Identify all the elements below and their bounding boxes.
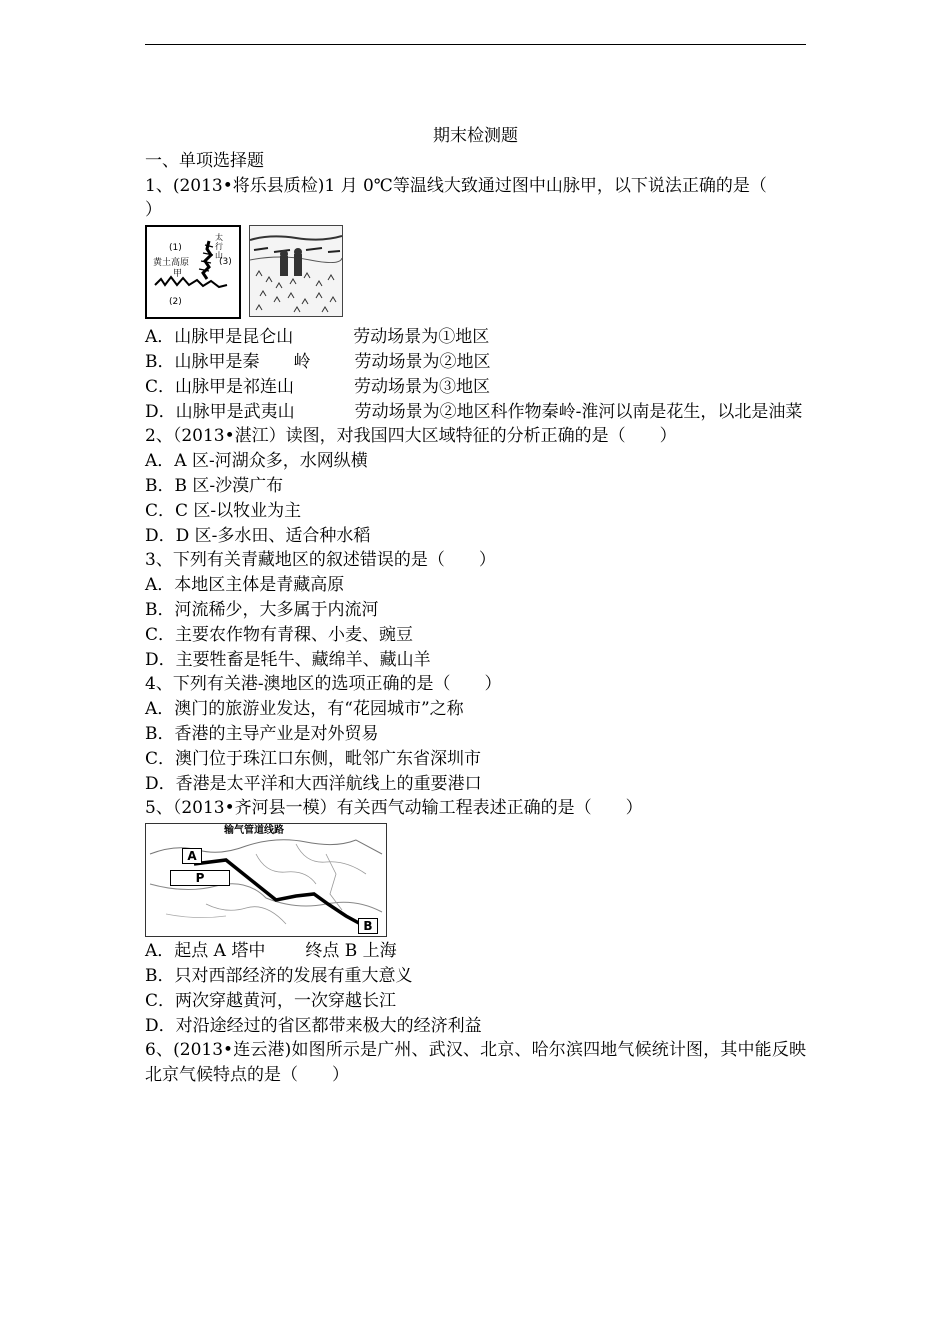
q1-jia-label: 甲 [173,269,183,280]
q4-option-c: C．澳门位于珠江口东侧，毗邻广东省深圳市 [145,748,482,769]
q5-map-title: 输气管道线路 [224,825,284,837]
q1-option-b: B．山脉甲是秦 岭 劳动场景为②地区 [145,351,491,372]
q6-stem: 6、(2013•连云港)如图所示是广州、武汉、北京、哈尔滨四地气候统计图，其中能反映北京气候特点的是（ ） [145,1040,806,1086]
q1-mountain-label: 太行山 [215,233,223,261]
q2-option-b: B．B 区-沙漠广布 [145,475,284,496]
q1-label-1: (1) [169,243,182,254]
q1-option-c: C．山脉甲是祁连山 劳动场景为③地区 [145,376,491,397]
q5-stem: 5、（2013•齐河县一模）有关西气动输工程表述正确的是（ ） [145,798,643,819]
q3-option-d: D．主要牲畜是牦牛、藏绵羊、藏山羊 [145,649,431,670]
q1-option-d: D．山脉甲是武夷山 劳动场景为②地区科作物秦岭-淮河以南是花生，以北是油菜 [145,401,803,422]
q1-labor-scene [249,225,343,317]
q4-option-d: D．香港是太平洋和大西洋航线上的重要港口 [145,773,482,794]
q5-option-d: D．对沿途经过的省区都带来极大的经济利益 [145,1015,482,1036]
document-body [145,124,806,1088]
q1-region-map [145,225,241,319]
q4-option-b: B．香港的主导产业是对外贸易 [145,723,379,744]
q3-stem: 3、下列有关青藏地区的叙述错误的是（ ） [145,550,496,571]
q5-label-b: B [358,918,378,934]
q4-option-a: A．澳门的旅游业发达，有“花园城市”之称 [145,699,464,720]
q1-stem-line1: 1、(2013•将乐县质检)1 月 0℃等温线大致通过图中山脉甲，以下说法正确的是（ [145,175,767,196]
q1-option-a: A．山脉甲是昆仑山 劳动场景为①地区 [145,327,490,348]
q4-stem: 4、下列有关港-澳地区的选项正确的是（ ） [145,674,502,695]
page-title: 期末检测题 [433,126,518,146]
q5-option-c: C．两次穿越黄河，一次穿越长江 [145,990,397,1011]
q2-option-c: C．C 区-以牧业为主 [145,500,302,521]
q2-option-d: D．D 区-多水田、适合种水稻 [145,525,371,546]
q5-option-a: A．起点 A 塔中 终点 B 上海 [145,941,397,962]
q3-option-a: A．本地区主体是青藏高原 [145,575,345,596]
section-heading: 一、单项选择题 [145,150,264,171]
q1-scene-drawing [250,226,342,316]
q1-label-2: (2) [169,297,182,308]
q1-map-drawing [147,227,239,317]
q5-label-p: P [170,870,230,886]
q1-stem-line2: ） [145,200,162,221]
q5-pipeline-map [145,823,387,937]
q3-option-b: B．河流稀少，大多属于内流河 [145,599,379,620]
q1-figures [145,225,806,323]
q2-option-a: A．A 区-河湖众多，水网纵横 [145,451,368,472]
q1-plateau-label: 黄土高原 [153,258,190,269]
header-rule [145,44,806,45]
q1-label-3: (3) [219,257,232,268]
q2-stem: 2、（2013•湛江）读图，对我国四大区域特征的分析正确的是（ ） [145,426,677,447]
q3-option-c: C．主要农作物有青稞、小麦、豌豆 [145,624,414,645]
q5-option-b: B．只对西部经济的发展有重大意义 [145,965,413,986]
q5-label-a: A [182,848,202,864]
